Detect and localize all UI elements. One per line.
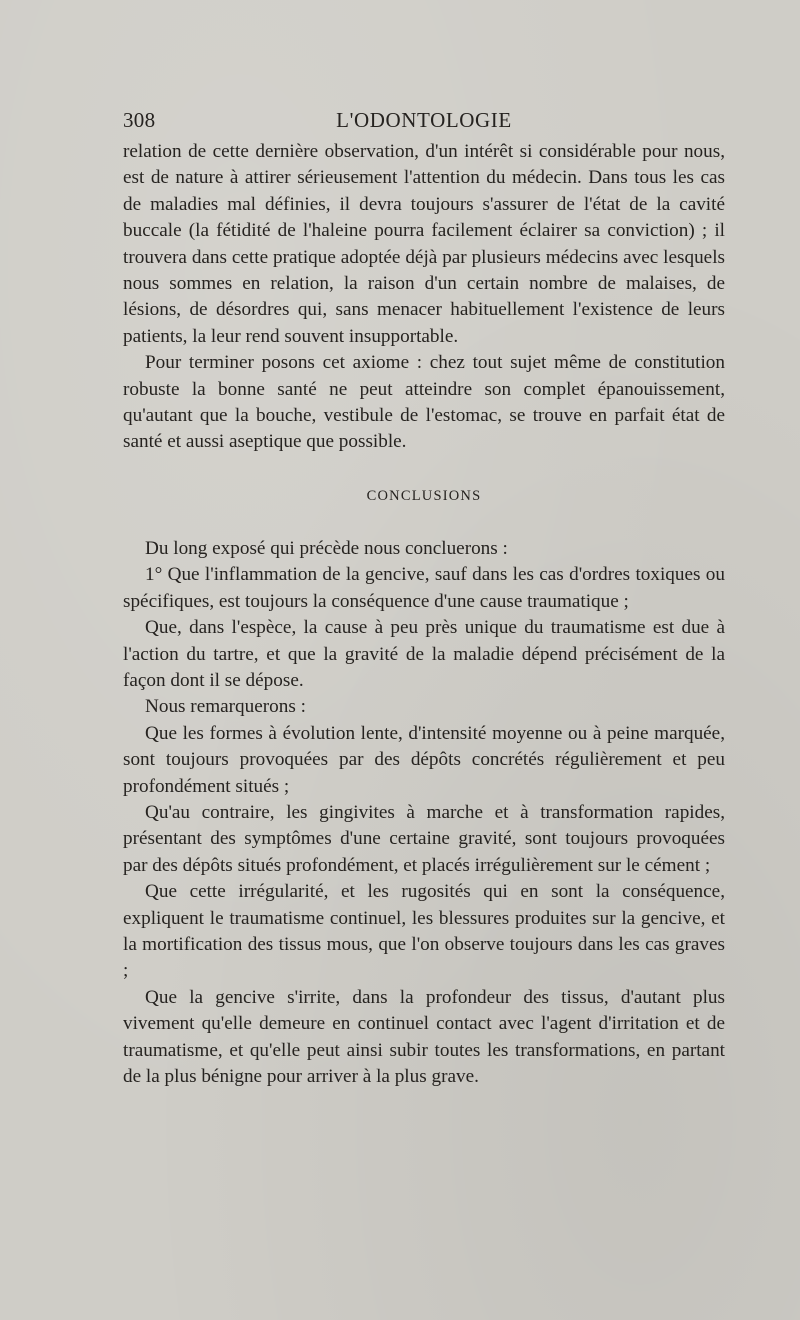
conclusion-item: 1° Que l'inflammation de la gencive, sauf dans les cas d'ordres toxiques ou spécifiques, est toujours la conséquence d'une cause traumatique ; — [123, 564, 725, 612]
conclusion-item: Que cette irrégularité, et les rugosités qui en sont la conséquence, expliquent le traumatisme continuel, les blessures produites sur la gencive, et la mortification des tissus mous, que l'on observe toujours dans les cas graves ; — [123, 881, 725, 982]
page-number: 308 — [123, 108, 156, 132]
conclusion-item: Que les formes à évolution lente, d'intensité moyenne ou à peine marquée, sont toujours provoquées par des dépôts concrétés régulièrement et peu profondément situés ; — [123, 722, 725, 797]
body-text — [123, 139, 725, 1090]
section-heading: CONCLUSIONS — [366, 487, 482, 504]
conclusion-item: Qu'au contraire, les gingivites à marche et à transformation rapides, présentant des symptômes d'une certaine gravité, sont toujours provoquées par des dépôts situés profondément, et placés irrégulièrement sur le cément ; — [123, 801, 725, 876]
running-title: L'ODONTOLOGIE — [336, 108, 512, 132]
conclusion-item: Que, dans l'espèce, la cause à peu près unique du traumatisme est due à l'action du tartre, et que la gravité de la maladie dépend précisément de la façon dont il se dépose. — [123, 617, 725, 691]
paragraph: relation de cette dernière observation, d'un intérêt si considérable pour nous, est de nature à attirer sérieusement l'attention du médecin. Dans tous les cas de maladies mal définies, il devra toujours s'assurer de l'état de la cavité buccale (la fétidité de l'haleine pourra facilement éclairer sa conviction) ; il trouvera dans cette pratique adoptée déjà par plusieurs médecins avec lesquels nous sommes en relation, la raison d'un certain nombre de malaises, de lésions, de désordres qui, sans menacer habituellement l'existence de leurs patients, la leur rend souvent insupportable. — [123, 141, 725, 347]
conclusion-item: Du long exposé qui précède nous concluerons : — [145, 537, 508, 559]
conclusion-item: Nous remarquerons : — [145, 696, 306, 718]
paragraph: Pour terminer posons cet axiome : chez tout sujet même de constitution robuste la bonne santé ne peut atteindre son complet épanouissement, qu'autant que la bouche, vestibule de l'estomac, se trouve en parfait état de santé et aussi aseptique que possible. — [123, 352, 725, 453]
running-head — [123, 108, 725, 138]
conclusion-item: Que la gencive s'irrite, dans la profondeur des tissus, d'autant plus vivement qu'elle demeure en continuel contact avec l'agent d'irritation et de traumatisme, et qu'elle peut ainsi subir toutes les transformations, en partant de la plus bénigne pour arriver à la plus grave. — [123, 986, 725, 1087]
